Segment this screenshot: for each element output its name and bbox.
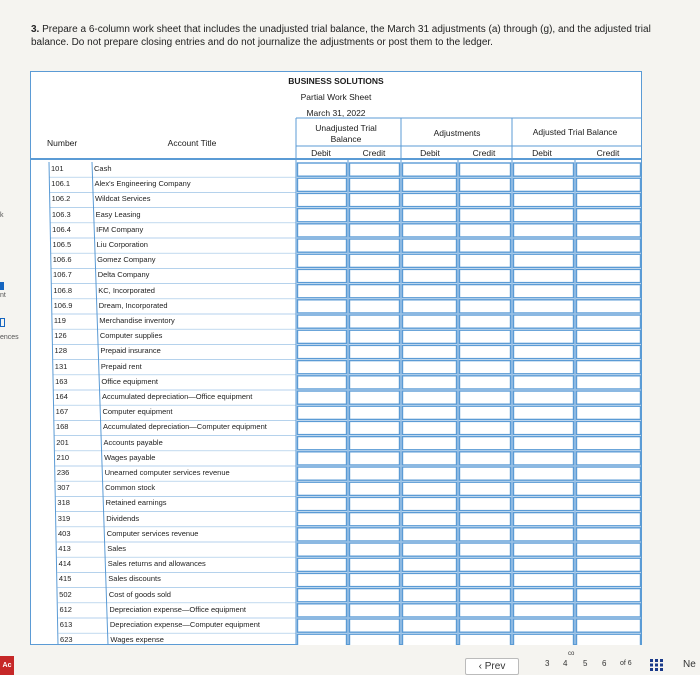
account-title: Unearned computer services revenue	[104, 468, 230, 477]
amount-input[interactable]	[514, 178, 573, 191]
amount-input[interactable]	[403, 573, 456, 586]
account-number: 201	[56, 437, 69, 447]
amount-input[interactable]	[460, 269, 510, 282]
account-title: Gomez Company	[97, 255, 156, 265]
amount-input[interactable]	[514, 239, 573, 252]
page-dots: co	[568, 651, 575, 657]
account-number: 106.4	[52, 224, 71, 234]
account-number: 168	[55, 422, 69, 432]
amount-input[interactable]	[350, 209, 399, 222]
next-button[interactable]: Ne	[683, 659, 696, 670]
amount-input[interactable]	[577, 513, 640, 526]
amount-input[interactable]	[298, 513, 346, 526]
account-number: 623	[60, 635, 73, 645]
amount-input[interactable]	[577, 528, 640, 541]
account-number: 106.2	[51, 194, 71, 204]
page-3-link[interactable]: 3	[545, 659, 550, 668]
amount-input[interactable]	[350, 513, 399, 526]
amount-input[interactable]	[298, 589, 346, 602]
amount-input[interactable]	[403, 285, 456, 298]
amount-input[interactable]	[514, 589, 573, 602]
sheet-date: March 31, 2022	[306, 108, 366, 118]
amount-input[interactable]	[577, 224, 640, 237]
amount-input[interactable]	[577, 345, 640, 358]
amount-input[interactable]	[460, 437, 510, 450]
amount-input[interactable]	[298, 452, 346, 465]
amount-input[interactable]	[460, 406, 510, 419]
gutter-marker-icon	[0, 318, 5, 327]
amount-input[interactable]	[460, 619, 510, 632]
amount-input[interactable]	[350, 467, 399, 480]
amount-input[interactable]	[403, 254, 456, 267]
account-number: 403	[57, 528, 71, 538]
header-unadjusted-debit: Debit	[311, 148, 331, 158]
account-number: 612	[59, 604, 72, 614]
amount-input[interactable]	[514, 163, 573, 176]
account-number: 307	[57, 483, 70, 493]
amount-input[interactable]	[514, 543, 573, 556]
account-number: 106.7	[53, 270, 72, 280]
amount-input[interactable]	[460, 482, 510, 495]
amount-input[interactable]	[577, 193, 640, 206]
amount-input[interactable]	[460, 330, 510, 343]
amount-input[interactable]	[403, 437, 456, 450]
account-title: Liu Corporation	[96, 240, 148, 249]
amount-input[interactable]	[577, 391, 640, 404]
account-number: 319	[57, 513, 71, 523]
amount-input[interactable]	[350, 239, 399, 252]
gutter-item-1[interactable]: k	[0, 212, 4, 219]
amount-input[interactable]	[403, 604, 456, 617]
header-adjustments: Adjustments	[433, 128, 481, 138]
amount-input[interactable]	[460, 467, 510, 480]
amount-input[interactable]	[298, 482, 346, 495]
amount-input[interactable]	[298, 406, 346, 419]
account-number: 502	[59, 589, 72, 599]
instructions-text: Prepare a 6-column work sheet that includes the unadjusted trial balance, the March 31 adjustments (a) through (g), and the adjusted trial balance. Do not prepare closing entries and do not journalize the adjustments or post them to the ledger.	[31, 24, 651, 48]
amount-input[interactable]	[403, 619, 456, 632]
amount-input[interactable]	[298, 558, 346, 571]
account-title: Wages payable	[104, 452, 156, 462]
amount-input[interactable]	[514, 573, 573, 586]
amount-input[interactable]	[298, 573, 346, 586]
amount-input[interactable]	[403, 528, 456, 541]
amount-input[interactable]	[514, 269, 573, 282]
amount-input[interactable]	[577, 543, 640, 556]
amount-input[interactable]	[298, 619, 346, 632]
amount-input[interactable]	[350, 285, 399, 298]
amount-input[interactable]	[577, 604, 640, 617]
amount-input[interactable]	[298, 345, 346, 358]
amount-input[interactable]	[460, 315, 510, 328]
amount-input[interactable]	[514, 361, 573, 374]
amount-input[interactable]	[350, 391, 399, 404]
amount-input[interactable]	[350, 254, 399, 267]
company-name: BUSINESS SOLUTIONS	[288, 76, 384, 86]
account-title: Computer services revenue	[106, 528, 199, 538]
amount-input[interactable]	[577, 482, 640, 495]
bottom-nav	[0, 651, 700, 675]
amount-input[interactable]	[514, 482, 573, 495]
amount-input[interactable]	[577, 406, 640, 419]
amount-input[interactable]	[577, 163, 640, 176]
account-number: 163	[55, 376, 68, 386]
amount-input[interactable]	[514, 376, 573, 389]
amount-input[interactable]	[514, 406, 573, 419]
account-title: Office equipment	[101, 376, 158, 386]
account-title: Computer supplies	[99, 331, 163, 341]
amount-input[interactable]	[350, 528, 399, 541]
header-unadjusted-line2: Balance	[330, 134, 362, 144]
header-unadjusted-line1: Unadjusted Trial	[315, 123, 377, 133]
amount-input[interactable]	[460, 300, 510, 313]
account-number: 119	[53, 316, 66, 325]
instructions	[31, 23, 691, 49]
account-title: Common stock	[105, 483, 156, 493]
account-title: Delta Company	[97, 270, 150, 280]
amount-input[interactable]	[350, 543, 399, 556]
amount-input[interactable]	[514, 604, 573, 617]
amount-input[interactable]	[460, 209, 510, 222]
amount-input[interactable]	[460, 254, 510, 267]
amount-input[interactable]	[577, 634, 640, 647]
amount-input[interactable]	[298, 269, 346, 282]
amount-input[interactable]	[403, 224, 456, 237]
amount-input[interactable]	[350, 361, 399, 374]
amount-input[interactable]	[403, 209, 456, 222]
account-number: 106.5	[52, 240, 72, 249]
amount-input[interactable]	[350, 330, 399, 343]
gutter-item-2[interactable]: nt	[0, 292, 6, 299]
amount-input[interactable]	[514, 437, 573, 450]
amount-input[interactable]	[514, 634, 573, 647]
amount-input[interactable]	[350, 482, 399, 495]
amount-input[interactable]	[298, 361, 346, 374]
amount-input[interactable]	[460, 634, 510, 647]
amount-input[interactable]	[577, 300, 640, 313]
amount-input[interactable]	[577, 558, 640, 571]
account-title: Sales returns and allowances	[107, 559, 206, 569]
amount-input[interactable]	[298, 391, 346, 404]
amount-input[interactable]	[514, 224, 573, 237]
account-title: Prepaid insurance	[100, 346, 161, 356]
amount-input[interactable]	[514, 285, 573, 298]
amount-input[interactable]	[514, 619, 573, 632]
amount-input[interactable]	[350, 634, 399, 647]
account-number: 164	[55, 392, 68, 401]
amount-input[interactable]	[403, 163, 456, 176]
amount-input[interactable]	[460, 513, 510, 526]
account-title: Sales	[107, 544, 127, 553]
page-4-link[interactable]: 4	[563, 659, 568, 668]
amount-input[interactable]	[577, 421, 640, 434]
amount-input[interactable]	[403, 482, 456, 495]
amount-input[interactable]	[350, 178, 399, 191]
amount-input[interactable]	[403, 406, 456, 419]
amount-input[interactable]	[298, 467, 346, 480]
account-number: 106.1	[51, 179, 71, 189]
account-number: 101	[51, 164, 64, 173]
amount-input[interactable]	[403, 543, 456, 556]
amount-input[interactable]	[577, 452, 640, 465]
amount-input[interactable]	[350, 421, 399, 434]
amount-input[interactable]	[298, 437, 346, 450]
amount-input[interactable]	[298, 634, 346, 647]
amount-input[interactable]	[350, 558, 399, 571]
amount-input[interactable]	[298, 178, 346, 191]
account-number: 413	[58, 544, 71, 553]
amount-input[interactable]	[460, 361, 510, 374]
amount-input[interactable]	[514, 345, 573, 358]
amount-input[interactable]	[460, 558, 510, 571]
amount-input[interactable]	[403, 315, 456, 328]
amount-input[interactable]	[403, 193, 456, 206]
amount-input[interactable]	[577, 361, 640, 374]
amount-input[interactable]	[403, 497, 456, 510]
amount-input[interactable]	[350, 589, 399, 602]
amount-input[interactable]	[350, 163, 399, 176]
amount-input[interactable]	[514, 330, 573, 343]
amount-input[interactable]	[577, 497, 640, 510]
account-number: 128	[54, 346, 67, 356]
account-number: 415	[58, 574, 72, 584]
gutter-item-3[interactable]: ences	[0, 334, 19, 341]
amount-input[interactable]	[403, 452, 456, 465]
amount-input[interactable]	[298, 285, 346, 298]
work-sheet	[30, 71, 642, 645]
amount-input[interactable]	[514, 452, 573, 465]
account-title: Wildcat Services	[95, 194, 151, 204]
header-unadjusted-credit: Credit	[362, 148, 386, 158]
account-title: Easy Leasing	[95, 209, 141, 219]
amount-input[interactable]	[460, 193, 510, 206]
amount-input[interactable]	[403, 376, 456, 389]
account-number: 106.6	[52, 255, 72, 265]
account-title: KC, Incorporated	[98, 285, 155, 295]
amount-input[interactable]	[514, 467, 573, 480]
amount-input[interactable]	[460, 285, 510, 298]
amount-input[interactable]	[350, 619, 399, 632]
gutter-marker-icon	[0, 282, 4, 290]
amount-input[interactable]	[514, 528, 573, 541]
amount-input[interactable]	[577, 315, 640, 328]
amount-input[interactable]	[403, 467, 456, 480]
amount-input[interactable]	[403, 269, 456, 282]
account-title: Merchandise inventory	[99, 316, 175, 325]
amount-input[interactable]	[350, 345, 399, 358]
amount-input[interactable]	[460, 376, 510, 389]
amount-input[interactable]	[514, 513, 573, 526]
amount-input[interactable]	[403, 589, 456, 602]
account-title: Depreciation expense—Office equipment	[109, 604, 246, 614]
amount-input[interactable]	[514, 209, 573, 222]
amount-input[interactable]	[350, 573, 399, 586]
amount-input[interactable]	[403, 513, 456, 526]
amount-input[interactable]	[577, 178, 640, 191]
amount-input[interactable]	[298, 193, 346, 206]
amount-input[interactable]	[298, 376, 346, 389]
amount-input[interactable]	[350, 300, 399, 313]
account-title: Prepaid rent	[100, 361, 142, 371]
account-number: 106.9	[53, 300, 73, 310]
amount-input[interactable]	[460, 528, 510, 541]
amount-input[interactable]	[577, 619, 640, 632]
amount-input[interactable]	[350, 437, 399, 450]
account-title: Accumulated depreciation—Computer equipment	[103, 422, 267, 432]
account-number: 106.3	[51, 209, 71, 219]
account-title: Accumulated depreciation—Office equipment	[101, 392, 253, 401]
amount-input[interactable]	[350, 193, 399, 206]
amount-input[interactable]	[403, 391, 456, 404]
amount-input[interactable]	[514, 391, 573, 404]
account-number: 210	[56, 452, 70, 462]
amount-input[interactable]	[514, 254, 573, 267]
account-title: Dream, Incorporated	[98, 300, 168, 310]
amount-input[interactable]	[577, 573, 640, 586]
header-adjusted-debit: Debit	[532, 148, 552, 158]
account-title: Dividends	[106, 513, 140, 523]
amount-input[interactable]	[514, 497, 573, 510]
amount-input[interactable]	[460, 163, 510, 176]
account-number: 613	[59, 620, 73, 629]
amount-input[interactable]	[577, 285, 640, 298]
amount-input[interactable]	[460, 178, 510, 191]
amount-input[interactable]	[460, 391, 510, 404]
amount-input[interactable]	[350, 406, 399, 419]
amount-input[interactable]	[577, 239, 640, 252]
amount-input[interactable]	[460, 543, 510, 556]
amount-input[interactable]	[298, 300, 346, 313]
amount-input[interactable]	[350, 269, 399, 282]
account-number: 236	[56, 468, 70, 477]
account-number: 126	[54, 331, 67, 341]
amount-input[interactable]	[577, 269, 640, 282]
amount-input[interactable]	[577, 437, 640, 450]
amount-input[interactable]	[298, 239, 346, 252]
amount-input[interactable]	[577, 254, 640, 267]
header-adjusted: Adjusted Trial Balance	[532, 127, 618, 137]
amount-input[interactable]	[298, 209, 346, 222]
amount-input[interactable]	[403, 361, 456, 374]
account-title: Cash	[94, 164, 112, 173]
header-number: Number	[47, 138, 78, 148]
left-gutter	[0, 0, 22, 675]
amount-input[interactable]	[350, 497, 399, 510]
account-title: Alex's Engineering Company	[94, 179, 191, 189]
amount-input[interactable]	[577, 589, 640, 602]
page-5-link[interactable]: 5	[583, 659, 588, 668]
account-number: 167	[55, 407, 69, 417]
header-adjustments-credit: Credit	[472, 148, 496, 158]
page-of-label: of 6	[620, 660, 632, 667]
amount-input[interactable]	[298, 543, 346, 556]
amount-input[interactable]	[460, 224, 510, 237]
amount-input[interactable]	[298, 528, 346, 541]
amount-input[interactable]	[460, 345, 510, 358]
amount-input[interactable]	[460, 421, 510, 434]
prev-button[interactable]: ‹ Prev	[465, 658, 519, 675]
amount-input[interactable]	[403, 300, 456, 313]
account-title: Wages expense	[110, 635, 164, 645]
amount-input[interactable]	[460, 589, 510, 602]
account-title: Depreciation expense—Computer equipment	[109, 620, 260, 629]
question-number: 3.	[31, 24, 40, 35]
amount-input[interactable]	[298, 315, 346, 328]
account-number: 318	[57, 498, 70, 508]
amount-input[interactable]	[298, 254, 346, 267]
amount-input[interactable]	[403, 558, 456, 571]
amount-input[interactable]	[298, 497, 346, 510]
amount-input[interactable]	[350, 452, 399, 465]
amount-input[interactable]	[514, 193, 573, 206]
amount-input[interactable]	[514, 300, 573, 313]
amount-input[interactable]	[298, 421, 346, 434]
amount-input[interactable]	[403, 345, 456, 358]
amount-input[interactable]	[298, 330, 346, 343]
header-adjusted-credit: Credit	[596, 148, 620, 158]
account-title: Accounts payable	[103, 437, 163, 447]
amount-input[interactable]	[460, 604, 510, 617]
account-number: 414	[58, 559, 72, 569]
amount-input[interactable]	[460, 239, 510, 252]
amount-input[interactable]	[403, 421, 456, 434]
corner-tab[interactable]: Ac	[0, 656, 14, 675]
account-title: Computer equipment	[102, 407, 173, 417]
amount-input[interactable]	[350, 604, 399, 617]
amount-input[interactable]	[514, 558, 573, 571]
amount-input[interactable]	[403, 239, 456, 252]
amount-input[interactable]	[403, 634, 456, 647]
page-6-link[interactable]: 6	[602, 659, 607, 668]
amount-input[interactable]	[514, 315, 573, 328]
account-title: Sales discounts	[108, 574, 161, 584]
amount-input[interactable]	[460, 452, 510, 465]
amount-input[interactable]	[403, 178, 456, 191]
amount-input[interactable]	[298, 224, 346, 237]
amount-input[interactable]	[577, 467, 640, 480]
amount-input[interactable]	[577, 209, 640, 222]
amount-input[interactable]	[350, 315, 399, 328]
amount-input[interactable]	[350, 224, 399, 237]
amount-input[interactable]	[460, 497, 510, 510]
sheet-title: Partial Work Sheet	[300, 92, 372, 102]
account-number: 106.8	[53, 285, 73, 295]
amount-input[interactable]	[298, 163, 346, 176]
account-number: 131	[54, 361, 68, 371]
amount-input[interactable]	[403, 330, 456, 343]
amount-input[interactable]	[577, 330, 640, 343]
amount-input[interactable]	[577, 376, 640, 389]
grid-icon[interactable]	[650, 659, 663, 671]
account-title: Retained earnings	[105, 498, 167, 508]
header-adjustments-debit: Debit	[420, 148, 440, 158]
account-title: IFM Company	[96, 224, 144, 234]
amount-input[interactable]	[460, 573, 510, 586]
amount-input[interactable]	[298, 604, 346, 617]
amount-input[interactable]	[514, 421, 573, 434]
header-account-title: Account Title	[167, 138, 217, 148]
account-title: Cost of goods sold	[108, 589, 171, 599]
amount-input[interactable]	[350, 376, 399, 389]
